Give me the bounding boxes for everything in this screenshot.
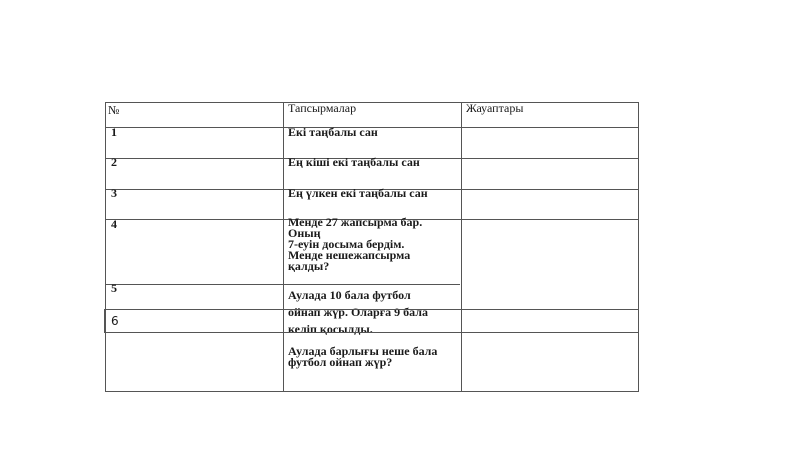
row-2-number: 2 bbox=[111, 155, 117, 169]
row-divider-4 bbox=[106, 284, 460, 285]
row-3-number: 3 bbox=[111, 186, 117, 200]
row-5-task-continuation: Аулада барлығы неше бала футбол ойнап жүр? bbox=[288, 344, 438, 369]
column-divider-1 bbox=[283, 103, 284, 391]
row-2-task: Ең кіші екі таңбалы сан bbox=[288, 155, 420, 169]
row-3-task: Ең үлкен екі таңбалы сан bbox=[288, 186, 428, 200]
header-tasks: Тапсырмалар bbox=[288, 101, 357, 115]
header-number: № bbox=[108, 103, 120, 117]
row-1-task: Екі таңбалы сан bbox=[288, 125, 378, 139]
tasks-table bbox=[105, 102, 639, 392]
row-5-number: 5 bbox=[111, 281, 117, 295]
overlay-row-6-number: 6 bbox=[111, 314, 119, 328]
column-divider-2 bbox=[461, 103, 462, 391]
row-1-number: 1 bbox=[111, 125, 117, 139]
row-4-task: Менде 27 жапсырма бар. Оның 7-еуін досыма бердім. Менде нешежапсырма қалды? bbox=[288, 215, 423, 273]
overlay-row-6 bbox=[104, 309, 639, 333]
row-4-number: 4 bbox=[111, 217, 117, 231]
header-answers: Жауаптары bbox=[466, 101, 524, 115]
row-5-task: Аулада 10 бала футбол ойнап жүр. Оларға 9 бала келіп қосылды. bbox=[288, 288, 428, 336]
